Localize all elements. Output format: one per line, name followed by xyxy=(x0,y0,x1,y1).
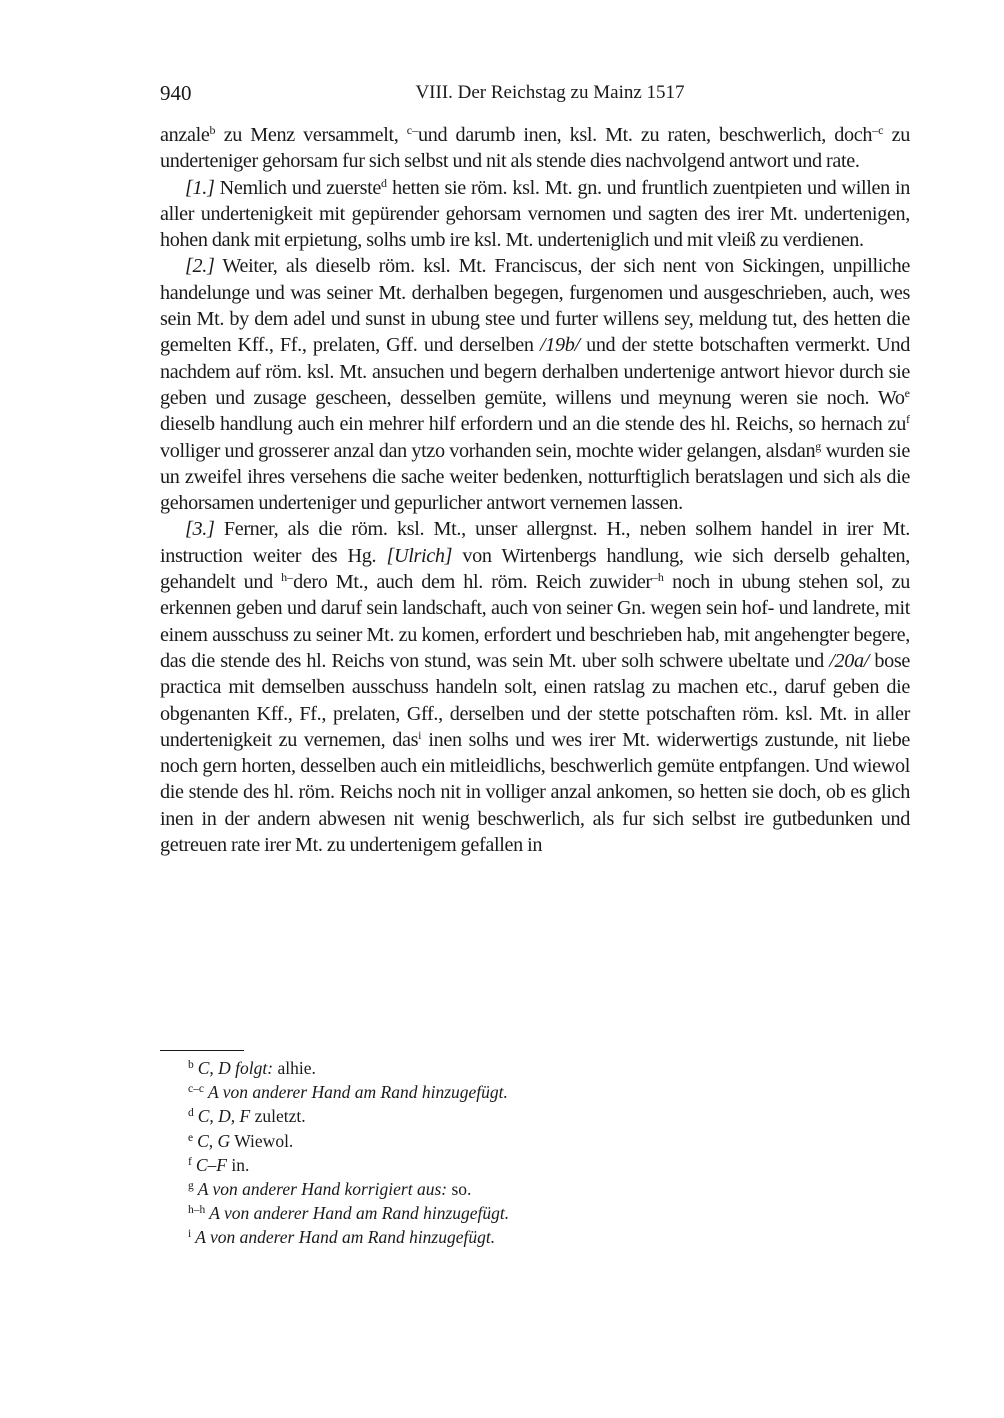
text-run: hetten sie röm. ksl. Mt. gn. und fruntlich zuentpieten und willen in aller undertenigkeit mit gepürender gehorsam vernomen und sagten des irer Mt. undertenigen, hohen dank mit erpietung, solhs umb ire ksl. Mt. underteniglich und mit vleiß zu verdienen. xyxy=(160,176,910,252)
text-run: Weiter, als dieselb röm. ksl. Mt. Franciscus, der sich nent von Sickingen, unpilliche handelunge und was seiner Mt. derhalben begegen, furgenomen und ausgeschrieben, auch, wes sein Mt. by dem adel und sunst in ubung stee und furter willens sey, meldung tut, des hetten die gemelten Kff., Ff., prelaten, Gff. und derselben xyxy=(160,255,910,357)
text-run: bose practica mit demselben ausschuss handeln solt, einen ratslag zu machen etc., daruf geben die obgenanten Kff., Ff., prelaten, Gff., derselben und der stette potschaften röm. ksl. Mt. in aller undertenigkeit zu vernemen, das xyxy=(160,649,910,751)
footnote-ref: b xyxy=(209,123,216,137)
footnote-siglum: A von anderer Hand am Rand hinzugefügt. xyxy=(207,1082,508,1103)
footnote-ref: i xyxy=(418,727,422,742)
footnote-ref: h– xyxy=(281,570,294,585)
footnote-mark: g xyxy=(188,1180,194,1193)
text-run: volliger und grosserer anzal dan ytzo vorhanden sein, mochte wider gelangen, alsdan xyxy=(160,439,816,462)
text-run: zu underteniger gehorsam fur sich selbst und nit als stende dies nachvolgend antwort und rate. xyxy=(160,124,911,173)
footnote-text: in. xyxy=(226,1154,250,1175)
paragraph-1 xyxy=(160,175,910,254)
footnote-mark: b xyxy=(188,1059,194,1071)
footnote-e xyxy=(188,1129,888,1153)
footnote-ref: –h xyxy=(651,570,664,585)
footnote-siglum: A von anderer Hand korrigiert aus: xyxy=(197,1179,448,1200)
footnote-ref: f xyxy=(906,412,910,427)
footnote-mark: c–c xyxy=(188,1083,204,1096)
footnote-text: so. xyxy=(447,1179,472,1200)
footnote-siglum: C, D folgt: xyxy=(197,1058,274,1078)
footnote-text: Wiewol. xyxy=(230,1130,294,1151)
text-run: zu Menz versammelt, xyxy=(215,124,407,146)
footnote-ref: d xyxy=(380,175,387,190)
text-run: noch in ubung stehen sol, zu erkennen geben und daruf sein landschaft, auch von seiner Gn. wegen sein hof- und landrete, mit einem ausschuss zu seiner Mt. zu komen, erfordert und beschrieben hab, mit angehengter begere, das die stende des hl. Reichs von stund, was sein Mt. uber solh schwere ubeltate und xyxy=(160,571,910,672)
footnote-mark: i xyxy=(188,1228,192,1241)
footnote-b xyxy=(188,1056,888,1080)
footnote-mark: d xyxy=(188,1107,194,1120)
footnote-siglum: C, G xyxy=(197,1130,231,1151)
paragraph-number: [2.] xyxy=(185,255,215,278)
footnote-siglum: A von anderer Hand am Rand hinzugefügt. xyxy=(195,1227,496,1248)
footnote-f xyxy=(188,1153,888,1177)
footnote-d xyxy=(188,1104,888,1128)
page-header xyxy=(160,78,910,108)
footnotes xyxy=(188,1056,888,1250)
paragraph-2 xyxy=(160,253,910,516)
footnote-ref: g xyxy=(815,438,822,453)
editorial-insertion: [Ulrich] xyxy=(386,544,453,567)
footnote-mark: f xyxy=(188,1155,192,1168)
folio-marker: /19b/ xyxy=(539,334,580,357)
footnote-i xyxy=(188,1225,888,1249)
paragraph-3 xyxy=(160,516,910,858)
text-run: inen solhs und wes irer Mt. widerwertigs zustunde, nit liebe noch gern horten, desselben auch ein mitleidlichs, beschwerlich gemüte entpfangen. Und wiewol die stende des hl. röm. Reichs noch nit in volliger anzal ankomen, so hetten sie doch, ob es glich inen in der andern abwesen nit wenig beschwerlich, als fur sich selbst ire gutbedunken und getreuen rate irer Mt. zu undertenigem gefallen in xyxy=(160,728,910,857)
footnote-ref: e xyxy=(904,385,910,400)
footnote-siglum: C–F xyxy=(195,1154,227,1175)
footnote-g xyxy=(188,1177,888,1201)
running-title: VIII. Der Reichstag zu Mainz 1517 xyxy=(415,82,685,103)
footnote-ref: –c xyxy=(872,123,884,137)
paragraph-number: [3.] xyxy=(185,518,215,541)
footnote-text: zuletzt. xyxy=(250,1106,306,1127)
page-number: 940 xyxy=(160,81,192,105)
text-run: und der stette botschaften vermerkt. Und nachdem auf röm. ksl. Mt. ansuchen und begern derhalben undertenige antwort hievor durch sie geben und zusage gescheen, desselben gemüte, willens und meynung weren sie noch. Wo xyxy=(160,334,910,409)
footnote-divider xyxy=(160,1050,244,1051)
text-run: dero Mt., auch dem hl. röm. Reich zuwider xyxy=(293,571,652,594)
text-run: von Wirtenbergs handlung, wie sich derselb gehalten, gehandelt und xyxy=(160,544,910,594)
footnote-siglum: C, D, F xyxy=(197,1106,251,1127)
paragraph-number: [1.] xyxy=(185,176,215,199)
footnote-h xyxy=(188,1201,888,1225)
footnote-mark: e xyxy=(188,1131,194,1144)
footnote-ref: c– xyxy=(406,123,419,137)
main-text xyxy=(160,122,910,858)
text-run: und darumb inen, ksl. Mt. zu raten, beschwerlich, doch xyxy=(418,124,873,146)
text-run: Ferner, als die röm. ksl. Mt., unser allergnst. H., neben solhem handel in irer Mt. instruction weiter des Hg. xyxy=(160,518,910,567)
footnote-c xyxy=(188,1080,888,1104)
paragraph-continuation xyxy=(160,122,910,175)
text-run: wurden sie un zweifel ihres versehens die sache weiter bedenken, notturftiglich beratslagen und sich als die gehorsamen underteniger und gepurlicher antwort vernemen lassen. xyxy=(160,439,910,515)
footnote-siglum: A von anderer Hand am Rand hinzugefügt. xyxy=(209,1203,510,1224)
folio-marker: /20a/ xyxy=(829,649,869,672)
footnote-mark: h–h xyxy=(188,1204,206,1217)
text-run: dieselb handlung auch ein mehrer hilf erfordern und an die stende des hl. Reichs, so hernach zu xyxy=(160,413,906,436)
footnote-text: alhie. xyxy=(273,1058,316,1078)
text-run: anzale xyxy=(160,124,210,146)
text-run: Nemlich und zuerste xyxy=(214,176,381,199)
